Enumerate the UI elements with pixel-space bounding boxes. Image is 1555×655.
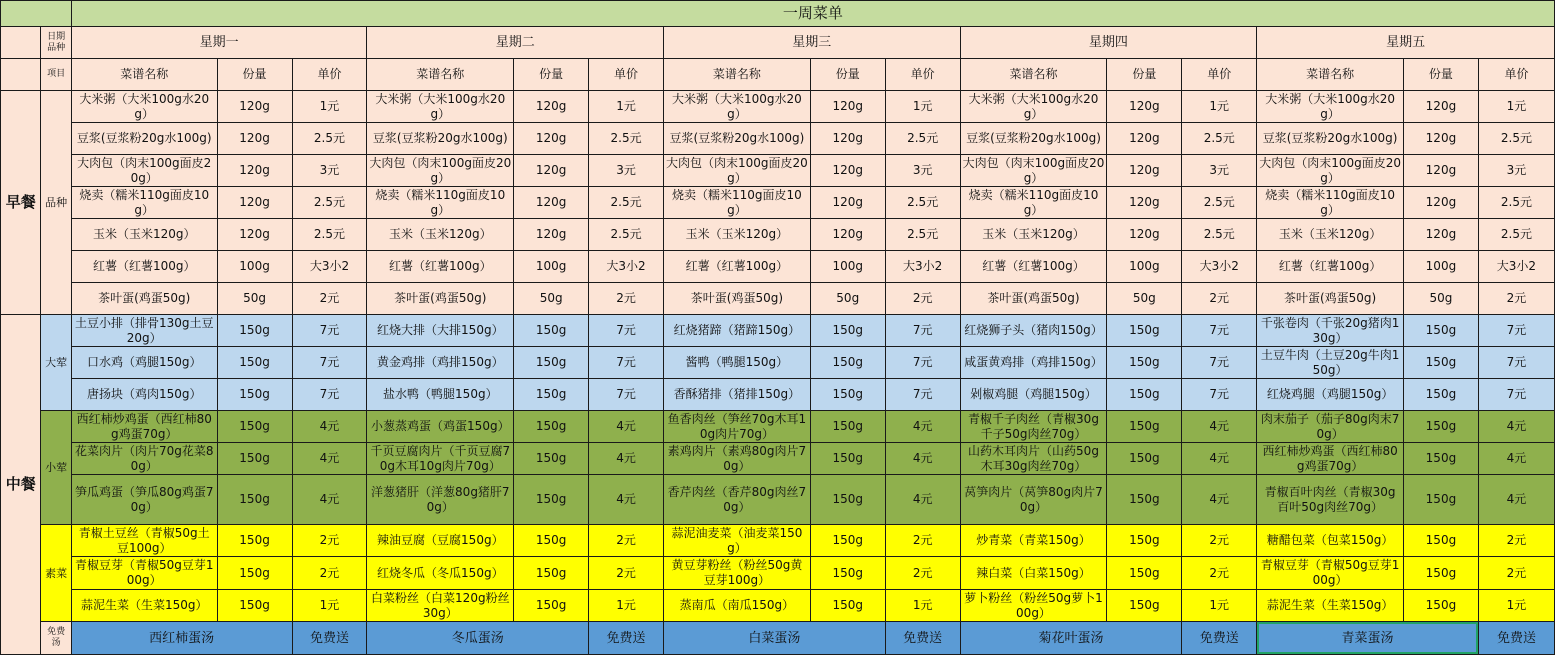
dish-portion[interactable]: 120g [514,91,589,123]
dish-name[interactable]: 大肉包（肉末100g面皮20g） [71,155,217,187]
dish-name[interactable]: 青椒百叶肉丝（青椒30g百叶50g肉丝70g） [1257,475,1404,525]
dish-portion[interactable]: 100g [217,251,292,283]
dish-price[interactable]: 2.5元 [292,187,367,219]
dish-name[interactable]: 红薯（红薯100g） [960,251,1107,283]
dish-name[interactable]: 香酥猪排（猪排150g） [664,379,811,411]
dish-name[interactable]: 大米粥（大米100g水20g） [960,91,1107,123]
dish-price[interactable]: 7元 [885,315,960,347]
dish-name[interactable]: 红烧猪蹄（猪蹄150g） [664,315,811,347]
dish-name[interactable]: 豆浆(豆浆粉20g水100g) [1257,123,1404,155]
dish-price[interactable]: 2元 [1182,525,1257,557]
col-price[interactable]: 单价 [1478,59,1554,91]
dish-price[interactable]: 2.5元 [1182,219,1257,251]
blank-cell[interactable] [1,27,41,59]
dish-name[interactable]: 唐扬块（鸡肉150g） [71,379,217,411]
dish-price[interactable]: 2.5元 [589,123,664,155]
dish-price[interactable]: 7元 [1478,347,1554,379]
dish-name[interactable]: 大肉包（肉末100g面皮20g） [664,155,811,187]
dish-price[interactable]: 1元 [885,91,960,123]
dish-name[interactable]: 玉米（玉米120g） [71,219,217,251]
dish-name[interactable]: 洋葱猪肝（洋葱80g猪肝70g） [367,475,514,525]
dish-price[interactable]: 2元 [1478,525,1554,557]
soup-name[interactable]: 白菜蛋汤 [664,622,886,655]
dish-price[interactable]: 2元 [1478,283,1554,315]
dish-price[interactable]: 4元 [1182,475,1257,525]
col-dish-name[interactable]: 菜谱名称 [71,59,217,91]
dish-name[interactable]: 大肉包（肉末100g面皮20g） [1257,155,1404,187]
dish-name[interactable]: 山药木耳肉片（山药50g木耳30g肉丝70g） [960,443,1107,475]
dish-name[interactable]: 香芹肉丝（香芹80g肉丝70g） [664,475,811,525]
dish-portion[interactable]: 150g [1107,347,1182,379]
dish-portion[interactable]: 120g [1403,187,1478,219]
day-header-2[interactable]: 星期二 [367,27,664,59]
dish-name[interactable]: 茶叶蛋(鸡蛋50g) [71,283,217,315]
dish-portion[interactable]: 150g [810,525,885,557]
dish-portion[interactable]: 120g [217,155,292,187]
dish-name[interactable]: 土豆牛肉（土豆20g牛肉150g） [1257,347,1404,379]
dish-name[interactable]: 莴笋肉片（莴笋80g肉片70g） [960,475,1107,525]
dish-portion[interactable]: 120g [810,91,885,123]
dish-name[interactable]: 小葱蒸鸡蛋（鸡蛋150g） [367,411,514,443]
soup-name[interactable]: 菊花叶蛋汤 [960,622,1182,655]
dish-price[interactable]: 1元 [1478,91,1554,123]
meal-lunch[interactable]: 中餐 [1,315,41,655]
dish-portion[interactable]: 150g [514,525,589,557]
day-header-1[interactable]: 星期一 [71,27,367,59]
dish-portion[interactable]: 50g [1403,283,1478,315]
category-da-hun[interactable]: 大荤 [41,315,71,411]
dish-name[interactable]: 豆浆(豆浆粉20g水100g) [367,123,514,155]
dish-price[interactable]: 4元 [292,475,367,525]
dish-portion[interactable]: 150g [810,443,885,475]
dish-name[interactable]: 青椒千子肉丝（青椒30g千子50g肉丝70g） [960,411,1107,443]
dish-portion[interactable]: 50g [514,283,589,315]
dish-price[interactable]: 4元 [292,411,367,443]
dish-portion[interactable]: 120g [810,123,885,155]
soup-free-note[interactable]: 免费送 [292,622,367,655]
dish-name[interactable]: 豆浆(豆浆粉20g水100g) [960,123,1107,155]
dish-name[interactable]: 大肉包（肉末100g面皮20g） [367,155,514,187]
dish-portion[interactable]: 150g [810,411,885,443]
dish-name[interactable]: 茶叶蛋(鸡蛋50g) [960,283,1107,315]
dish-portion[interactable]: 120g [1403,123,1478,155]
dish-portion[interactable]: 150g [217,443,292,475]
dish-name[interactable]: 土豆小排（排骨130g土豆20g） [71,315,217,347]
dish-portion[interactable]: 100g [810,251,885,283]
dish-portion[interactable]: 150g [810,475,885,525]
dish-price[interactable]: 1元 [589,91,664,123]
dish-price[interactable]: 1元 [1182,91,1257,123]
date-variety-header[interactable] [41,27,71,59]
col-portion[interactable]: 份量 [810,59,885,91]
dish-portion[interactable]: 150g [1107,411,1182,443]
dish-price[interactable]: 4元 [1182,411,1257,443]
dish-portion[interactable]: 150g [1403,475,1478,525]
dish-portion[interactable]: 150g [1107,379,1182,411]
dish-price[interactable]: 2元 [1478,557,1554,590]
col-portion[interactable]: 份量 [514,59,589,91]
dish-price[interactable]: 4元 [1478,443,1554,475]
dish-price[interactable]: 1元 [1182,590,1257,622]
dish-portion[interactable]: 150g [1107,525,1182,557]
dish-price[interactable]: 2.5元 [292,219,367,251]
dish-portion[interactable]: 120g [1107,91,1182,123]
col-dish-name[interactable]: 菜谱名称 [960,59,1107,91]
dish-portion[interactable]: 150g [217,590,292,622]
dish-price[interactable]: 大3小2 [1182,251,1257,283]
dish-name[interactable]: 黄金鸡排（鸡排150g） [367,347,514,379]
col-dish-name[interactable]: 菜谱名称 [367,59,514,91]
dish-price[interactable]: 7元 [1182,347,1257,379]
dish-price[interactable]: 3元 [589,155,664,187]
col-price[interactable]: 单价 [1182,59,1257,91]
soup-name[interactable]: 青菜蛋汤 [1257,622,1479,655]
dish-price[interactable]: 大3小2 [1478,251,1554,283]
dish-name[interactable]: 红烧冬瓜（冬瓜150g） [367,557,514,590]
corner-cell[interactable] [1,1,72,27]
dish-portion[interactable]: 120g [1107,155,1182,187]
dish-portion[interactable]: 100g [1107,251,1182,283]
col-price[interactable]: 单价 [589,59,664,91]
meal-breakfast[interactable]: 早餐 [1,91,41,315]
dish-price[interactable]: 7元 [1182,379,1257,411]
dish-name[interactable]: 红薯（红薯100g） [367,251,514,283]
dish-name[interactable]: 大米粥（大米100g水20g） [664,91,811,123]
dish-price[interactable]: 大3小2 [885,251,960,283]
menu-title[interactable]: 一周菜单 [71,1,1554,27]
dish-name[interactable]: 笋瓜鸡蛋（笋瓜80g鸡蛋70g） [71,475,217,525]
dish-portion[interactable]: 150g [217,411,292,443]
dish-name[interactable]: 红薯（红薯100g） [1257,251,1404,283]
dish-name[interactable]: 红薯（红薯100g） [71,251,217,283]
dish-name[interactable]: 玉米（玉米120g） [1257,219,1404,251]
dish-portion[interactable]: 150g [217,315,292,347]
dish-price[interactable]: 7元 [589,379,664,411]
dish-name[interactable]: 蒸南瓜（南瓜150g） [664,590,811,622]
dish-price[interactable]: 1元 [1478,590,1554,622]
dish-portion[interactable]: 150g [514,557,589,590]
dish-price[interactable]: 1元 [292,91,367,123]
dish-portion[interactable]: 120g [1403,155,1478,187]
dish-price[interactable]: 7元 [589,315,664,347]
dish-name[interactable]: 烧卖（糯米110g面皮10g） [71,187,217,219]
dish-name[interactable]: 花菜肉片（肉片70g花菜80g） [71,443,217,475]
col-portion[interactable]: 份量 [217,59,292,91]
dish-portion[interactable]: 150g [514,347,589,379]
dish-name[interactable]: 肉末茄子（茄子80g肉末70g） [1257,411,1404,443]
dish-price[interactable]: 2元 [589,557,664,590]
dish-portion[interactable]: 150g [810,590,885,622]
dish-portion[interactable]: 150g [1107,315,1182,347]
dish-name[interactable]: 西红柿炒鸡蛋（西红柿80g鸡蛋70g） [71,411,217,443]
dish-price[interactable]: 1元 [885,590,960,622]
soup-free-note[interactable]: 免费送 [885,622,960,655]
dish-name[interactable]: 玉米（玉米120g） [367,219,514,251]
dish-price[interactable]: 4元 [1478,411,1554,443]
dish-price[interactable]: 2.5元 [589,187,664,219]
dish-name[interactable]: 黄豆芽粉丝（粉丝50g黄豆芽100g） [664,557,811,590]
dish-price[interactable]: 4元 [885,411,960,443]
dish-name[interactable]: 白菜粉丝（白菜120g粉丝30g） [367,590,514,622]
dish-price[interactable]: 大3小2 [589,251,664,283]
dish-price[interactable]: 2元 [1182,283,1257,315]
dish-price[interactable]: 3元 [885,155,960,187]
dish-price[interactable]: 2.5元 [885,187,960,219]
dish-price[interactable]: 2元 [292,557,367,590]
dish-name[interactable]: 豆浆(豆浆粉20g水100g) [664,123,811,155]
dish-name[interactable]: 酱鸭（鸭腿150g） [664,347,811,379]
dish-portion[interactable]: 120g [514,155,589,187]
dish-price[interactable]: 1元 [589,590,664,622]
dish-price[interactable]: 2元 [292,525,367,557]
col-dish-name[interactable]: 菜谱名称 [1257,59,1404,91]
dish-price[interactable]: 1元 [292,590,367,622]
dish-name[interactable]: 茶叶蛋(鸡蛋50g) [1257,283,1404,315]
dish-price[interactable]: 3元 [292,155,367,187]
dish-price[interactable]: 4元 [1182,443,1257,475]
dish-name[interactable]: 红烧大排（大排150g） [367,315,514,347]
dish-price[interactable]: 2.5元 [1182,187,1257,219]
dish-name[interactable]: 糖醋包菜（包菜150g） [1257,525,1404,557]
soup-free-note[interactable]: 免费送 [1478,622,1554,655]
dish-portion[interactable]: 150g [1107,475,1182,525]
dish-name[interactable]: 烧卖（糯米110g面皮10g） [1257,187,1404,219]
dish-price[interactable]: 2元 [885,525,960,557]
day-header-3[interactable]: 星期三 [664,27,961,59]
col-price[interactable]: 单价 [885,59,960,91]
dish-name[interactable]: 蒜泥生菜（生菜150g） [71,590,217,622]
dish-price[interactable]: 7元 [292,379,367,411]
dish-name[interactable]: 素鸡肉片（素鸡80g肉片70g） [664,443,811,475]
dish-portion[interactable]: 120g [514,219,589,251]
dish-price[interactable]: 2元 [589,283,664,315]
dish-price[interactable]: 2.5元 [1182,123,1257,155]
dish-portion[interactable]: 150g [1403,315,1478,347]
dish-portion[interactable]: 150g [514,411,589,443]
dish-portion[interactable]: 120g [1107,123,1182,155]
category-su-cai[interactable]: 素菜 [41,525,71,622]
dish-portion[interactable]: 150g [1403,411,1478,443]
dish-portion[interactable]: 150g [810,379,885,411]
dish-portion[interactable]: 120g [514,123,589,155]
dish-price[interactable]: 4元 [589,475,664,525]
dish-name[interactable]: 红薯（红薯100g） [664,251,811,283]
dish-name[interactable]: 玉米（玉米120g） [664,219,811,251]
dish-name[interactable]: 大米粥（大米100g水20g） [1257,91,1404,123]
dish-price[interactable]: 7元 [885,379,960,411]
dish-portion[interactable]: 120g [1107,187,1182,219]
dish-price[interactable]: 3元 [1182,155,1257,187]
category-free-soup[interactable]: 免费汤 [41,622,71,655]
item-label[interactable]: 项目 [41,59,71,91]
dish-name[interactable]: 蒜泥生菜（生菜150g） [1257,590,1404,622]
dish-price[interactable]: 7元 [292,315,367,347]
dish-price[interactable]: 大3小2 [292,251,367,283]
dish-portion[interactable]: 150g [514,475,589,525]
dish-portion[interactable]: 50g [217,283,292,315]
dish-price[interactable]: 4元 [589,411,664,443]
dish-name[interactable]: 烧卖（糯米110g面皮10g） [367,187,514,219]
dish-name[interactable]: 咸蛋黄鸡排（鸡排150g） [960,347,1107,379]
col-dish-name[interactable]: 菜谱名称 [664,59,811,91]
dish-name[interactable]: 千页豆腐肉片（千页豆腐70g木耳10g肉片70g） [367,443,514,475]
date-label: 日期 [47,31,66,42]
dish-price[interactable]: 7元 [885,347,960,379]
dish-portion[interactable]: 120g [1107,219,1182,251]
dish-portion[interactable]: 100g [1403,251,1478,283]
soup-name[interactable]: 西红柿蛋汤 [71,622,292,655]
dish-price[interactable]: 2.5元 [1478,187,1554,219]
dish-portion[interactable]: 150g [1403,590,1478,622]
col-portion[interactable]: 份量 [1107,59,1182,91]
col-price[interactable]: 单价 [292,59,367,91]
dish-name[interactable]: 辣油豆腐（豆腐150g） [367,525,514,557]
category-xiao-hun[interactable]: 小荤 [41,411,71,525]
dish-price[interactable]: 7元 [1182,315,1257,347]
dish-portion[interactable]: 120g [1403,91,1478,123]
dish-price[interactable]: 4元 [589,443,664,475]
dish-portion[interactable]: 120g [217,187,292,219]
dish-name[interactable]: 鱼香肉丝（笋丝70g木耳10g肉片70g） [664,411,811,443]
dish-portion[interactable]: 150g [1107,557,1182,590]
dish-portion[interactable]: 150g [217,475,292,525]
dish-name[interactable]: 大米粥（大米100g水20g） [367,91,514,123]
dish-portion[interactable]: 150g [810,315,885,347]
dish-price[interactable]: 7元 [292,347,367,379]
dish-name[interactable]: 大米粥（大米100g水20g） [71,91,217,123]
dish-name[interactable]: 千张卷肉（千张20g猪肉130g） [1257,315,1404,347]
dish-portion[interactable]: 150g [1403,525,1478,557]
dish-portion[interactable]: 50g [1107,283,1182,315]
dish-price[interactable]: 2.5元 [589,219,664,251]
dish-name[interactable]: 红烧狮子头（猪肉150g） [960,315,1107,347]
dish-name[interactable]: 红烧鸡腿（鸡腿150g） [1257,379,1404,411]
dish-portion[interactable]: 150g [514,315,589,347]
dish-portion[interactable]: 100g [514,251,589,283]
dish-name[interactable]: 剁椒鸡腿（鸡腿150g） [960,379,1107,411]
dish-portion[interactable]: 150g [810,347,885,379]
dish-portion[interactable]: 150g [217,525,292,557]
dish-price[interactable]: 7元 [1478,315,1554,347]
dish-name[interactable]: 玉米（玉米120g） [960,219,1107,251]
dish-portion[interactable]: 150g [217,347,292,379]
dish-price[interactable]: 4元 [885,443,960,475]
dish-portion[interactable]: 150g [1403,347,1478,379]
dish-portion[interactable]: 150g [810,557,885,590]
dish-price[interactable]: 4元 [292,443,367,475]
dish-price[interactable]: 2.5元 [885,123,960,155]
dish-price[interactable]: 2元 [589,525,664,557]
blank-cell[interactable] [1,59,41,91]
dish-portion[interactable]: 120g [217,123,292,155]
dish-portion[interactable]: 120g [810,187,885,219]
dish-portion[interactable]: 50g [810,283,885,315]
day-header-4[interactable]: 星期四 [960,27,1257,59]
dish-price[interactable]: 2.5元 [292,123,367,155]
dish-price[interactable]: 4元 [1478,475,1554,525]
dish-portion[interactable]: 150g [1403,557,1478,590]
dish-portion[interactable]: 120g [217,91,292,123]
dish-portion[interactable]: 120g [810,219,885,251]
dish-portion[interactable]: 150g [514,590,589,622]
dish-name[interactable]: 大肉包（肉末100g面皮20g） [960,155,1107,187]
dish-portion[interactable]: 150g [217,557,292,590]
dish-portion[interactable]: 150g [217,379,292,411]
dish-price[interactable]: 2.5元 [885,219,960,251]
col-portion[interactable]: 份量 [1403,59,1478,91]
dish-price[interactable]: 2.5元 [1478,219,1554,251]
dish-name[interactable]: 青椒豆芽（青椒50g豆芽100g） [71,557,217,590]
soup-name[interactable]: 冬瓜蛋汤 [367,622,589,655]
day-header-5[interactable]: 星期五 [1257,27,1555,59]
dish-name[interactable]: 烧卖（糯米110g面皮10g） [664,187,811,219]
dish-price[interactable]: 2元 [885,283,960,315]
dish-name[interactable]: 炒青菜（青菜150g） [960,525,1107,557]
dish-portion[interactable]: 150g [1107,443,1182,475]
dish-name[interactable]: 烧卖（糯米110g面皮10g） [960,187,1107,219]
dish-portion[interactable]: 150g [514,379,589,411]
dish-name[interactable]: 茶叶蛋(鸡蛋50g) [664,283,811,315]
dish-name[interactable]: 萝卜粉丝（粉丝50g萝卜100g） [960,590,1107,622]
soup-free-note[interactable]: 免费送 [589,622,664,655]
dish-name[interactable]: 豆浆(豆浆粉20g水100g) [71,123,217,155]
dish-portion[interactable]: 120g [217,219,292,251]
dish-price[interactable]: 4元 [885,475,960,525]
dish-portion[interactable]: 150g [1403,379,1478,411]
dish-price[interactable]: 2元 [292,283,367,315]
dish-portion[interactable]: 120g [514,187,589,219]
dish-price[interactable]: 7元 [1478,379,1554,411]
dish-portion[interactable]: 150g [1403,443,1478,475]
dish-name[interactable]: 青椒土豆丝（青椒50g土豆100g） [71,525,217,557]
dish-name[interactable]: 青椒豆芽（青椒50g豆芽100g） [1257,557,1404,590]
dish-portion[interactable]: 120g [810,155,885,187]
dish-price[interactable]: 2.5元 [1478,123,1554,155]
dish-name[interactable]: 盐水鸭（鸭腿150g） [367,379,514,411]
dish-price[interactable]: 3元 [1478,155,1554,187]
dish-price[interactable]: 7元 [589,347,664,379]
dish-price[interactable]: 2元 [1182,557,1257,590]
category-breakfast[interactable]: 品种 [41,91,71,315]
dish-portion[interactable]: 150g [514,443,589,475]
dish-name[interactable]: 西红柿炒鸡蛋（西红柿80g鸡蛋70g） [1257,443,1404,475]
dish-portion[interactable]: 120g [1403,219,1478,251]
dish-name[interactable]: 蒜泥油麦菜（油麦菜150g） [664,525,811,557]
variety-label: 品种 [47,42,66,53]
dish-portion[interactable]: 150g [1107,590,1182,622]
dish-name[interactable]: 辣白菜（白菜150g） [960,557,1107,590]
dish-price[interactable]: 2元 [885,557,960,590]
dish-name[interactable]: 茶叶蛋(鸡蛋50g) [367,283,514,315]
soup-free-note[interactable]: 免费送 [1182,622,1257,655]
dish-name[interactable]: 口水鸡（鸡腿150g） [71,347,217,379]
